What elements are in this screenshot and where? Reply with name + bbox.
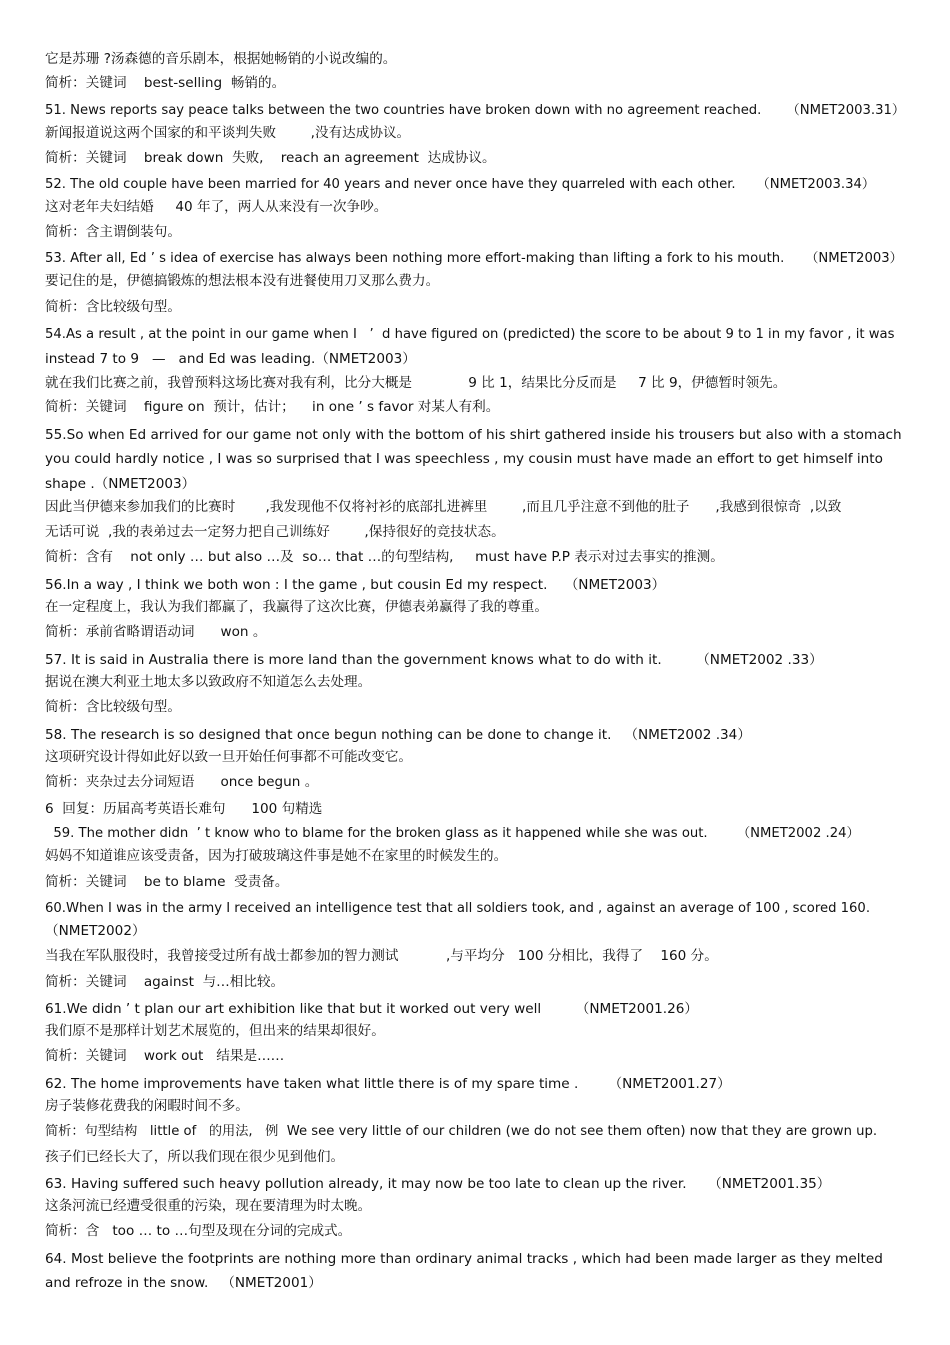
sentence-64-en-2: and refroze in the snow. （NMET2001） — [45, 1275, 322, 1291]
analysis-58: 简析：夹杂过去分词短语 once begun 。 — [45, 774, 319, 790]
sentence-60-zh: 当我在军队服役时，我曾接受过所有战士都参加的智力测试 ,与平均分 100 分相比，我得了 160 分。 — [45, 948, 718, 964]
sentence-61-zh: 我们原不是那样计划艺术展览的，但出来的结果却很好。 — [45, 1023, 385, 1039]
analysis-62: 简析：句型结构 little of 的用法, 例 We see very little of our children (we do not see them often) now that they are grown up. — [45, 1124, 878, 1139]
sentence-62-zh: 房子装修花费我的闲暇时间不多。 — [45, 1098, 249, 1114]
analysis-59: 简析：关键词 be to blame 受责备。 — [45, 874, 289, 890]
analysis-62-translation: 孩子们已经长大了，所以我们现在很少见到他们。 — [45, 1149, 345, 1165]
sentence-51-zh: 新闻报道说这两个国家的和平谈判失败 ,没有达成协议。 — [45, 125, 411, 141]
sentence-58-en: 58. The research is so designed that once begun nothing can be done to change it. （NMET2002 .34） — [45, 727, 751, 743]
sentence-62-en: 62. The home improvements have taken what little there is of my spare time . （NMET2001.27） — [45, 1076, 731, 1092]
analysis-57: 简析：含比较级句型。 — [45, 699, 181, 715]
sentence-53-en: 53. After all, Ed ’ s idea of exercise has always been nothing more effort-making than lifting a fork to his mouth. （NMET2003） — [45, 251, 903, 266]
analysis-54: 简析：关键词 figure on 预计，估计； in one ’ s favor 对某人有利。 — [45, 399, 500, 415]
analysis-55: 简析：含有 not only … but also …及 so… that …的句型结构, must have P.P 表示对过去事实的推测。 — [45, 549, 724, 565]
sentence-54-zh: 就在我们比赛之前，我曾预料这场比赛对我有利，比分大概是 9 比 1，结果比分反而是 7 比 9，伊德暂时领先。 — [45, 375, 787, 391]
sentence-56-zh: 在一定程度上，我认为我们都赢了，我赢得了这次比赛，伊德表弟赢得了我的尊重。 — [45, 599, 548, 615]
sentence-55-en-2: you could hardly notice , I was so surprised that I was speechless , my cousin must have made an effort to get himself into — [45, 451, 883, 467]
sentence-57-en: 57. It is said in Australia there is more land than the government knows what to do with it. （NMET2002 .33） — [45, 652, 823, 668]
sentence-63-en: 63. Having suffered such heavy pollution already, it may now be too late to clean up the river. （NMET2001.35） — [45, 1176, 831, 1192]
sentence-56-en: 56.In a way , I think we both won : I the game , but cousin Ed my respect. （NMET2003） — [45, 577, 666, 593]
text-line: 它是苏珊 ?汤森德的音乐剧本，根据她畅销的小说改编的。 — [45, 51, 397, 67]
analysis-61: 简析：关键词 work out 结果是…… — [45, 1048, 285, 1064]
sentence-57-zh: 据说在澳大利亚土地太多以致政府不知道怎么去处理。 — [45, 674, 372, 690]
analysis-line: 简析：关键词 best-selling 畅销的。 — [45, 75, 286, 91]
sentence-55-zh-1: 因此当伊德来参加我们的比赛时 ,我发现他不仅将衬衫的底部扎进裤里 ,而且几乎注意不到他的肚子 ,我感到很惊奇 ,以致 — [45, 499, 842, 515]
sentence-55-en-1: 55.So when Ed arrived for our game not only with the bottom of his shirt gathered inside his trousers but also with a stomach — [45, 427, 902, 443]
analysis-56: 简析：承前省略谓语动词 won 。 — [45, 624, 267, 640]
sentence-59-zh: 妈妈不知道谁应该受责备，因为打破玻璃这件事是她不在家里的时候发生的。 — [45, 848, 508, 864]
section-heading: 6 回复：历届高考英语长难句 100 句精选 — [45, 801, 323, 817]
sentence-63-zh: 这条河流已经遭受很重的污染，现在要清理为时太晚。 — [45, 1198, 372, 1214]
analysis-60: 简析：关键词 against 与…相比较。 — [45, 974, 285, 990]
sentence-55-en-3: shape .（NMET2003） — [45, 476, 196, 492]
sentence-55-zh-2: 无话可说 ,我的表弟过去一定努力把自己训练好 ,保持很好的竞技状态。 — [45, 524, 505, 540]
sentence-60-en-1: 60.When I was in the army I received an intelligence test that all soldiers took, and , against an average of 100 , scored 160. — [45, 901, 871, 916]
sentence-53-zh: 要记住的是，伊德搞锻炼的想法根本没有进餐使用刀叉那么费力。 — [45, 273, 440, 289]
sentence-52-en: 52. The old couple have been married for 40 years and never once have they quarreled with each other. （NMET2003.34） — [45, 177, 876, 192]
sentence-61-en: 61.We didn ’ t plan our art exhibition like that but it worked out very well （NMET2001.26） — [45, 1001, 698, 1017]
sentence-52-zh: 这对老年夫妇结婚 40 年了，两人从来没有一次争吵。 — [45, 199, 388, 215]
sentence-54-en-1: 54.As a result , at the point in our game when I ’ d have figured on (predicted) the score to be about 9 to 1 in my favor , it was — [45, 327, 895, 342]
sentence-51-en: 51. News reports say peace talks between the two countries have broken down with no agreement reached. （NMET2003.31） — [45, 103, 906, 118]
analysis-52: 简析：含主谓倒装句。 — [45, 224, 181, 240]
sentence-60-en-2: （NMET2002） — [45, 923, 146, 939]
sentence-54-en-2: instead 7 to 9 — and Ed was leading.（NMET2003） — [45, 351, 416, 367]
sentence-64-en-1: 64. Most believe the footprints are nothing more than ordinary animal tracks , which had been made larger as they melted — [45, 1251, 883, 1267]
analysis-51: 简析：关键词 break down 失败, reach an agreement 达成协议。 — [45, 150, 496, 166]
analysis-53: 简析：含比较级句型。 — [45, 299, 181, 315]
sentence-59-en: 59. The mother didn ’ t know who to blame for the broken glass as it happened while she was out. （NMET2002 .24） — [45, 826, 860, 841]
sentence-58-zh: 这项研究设计得如此好以致一旦开始任何事都不可能改变它。 — [45, 749, 413, 765]
analysis-63: 简析：含 too … to …句型及现在分词的完成式。 — [45, 1223, 352, 1239]
